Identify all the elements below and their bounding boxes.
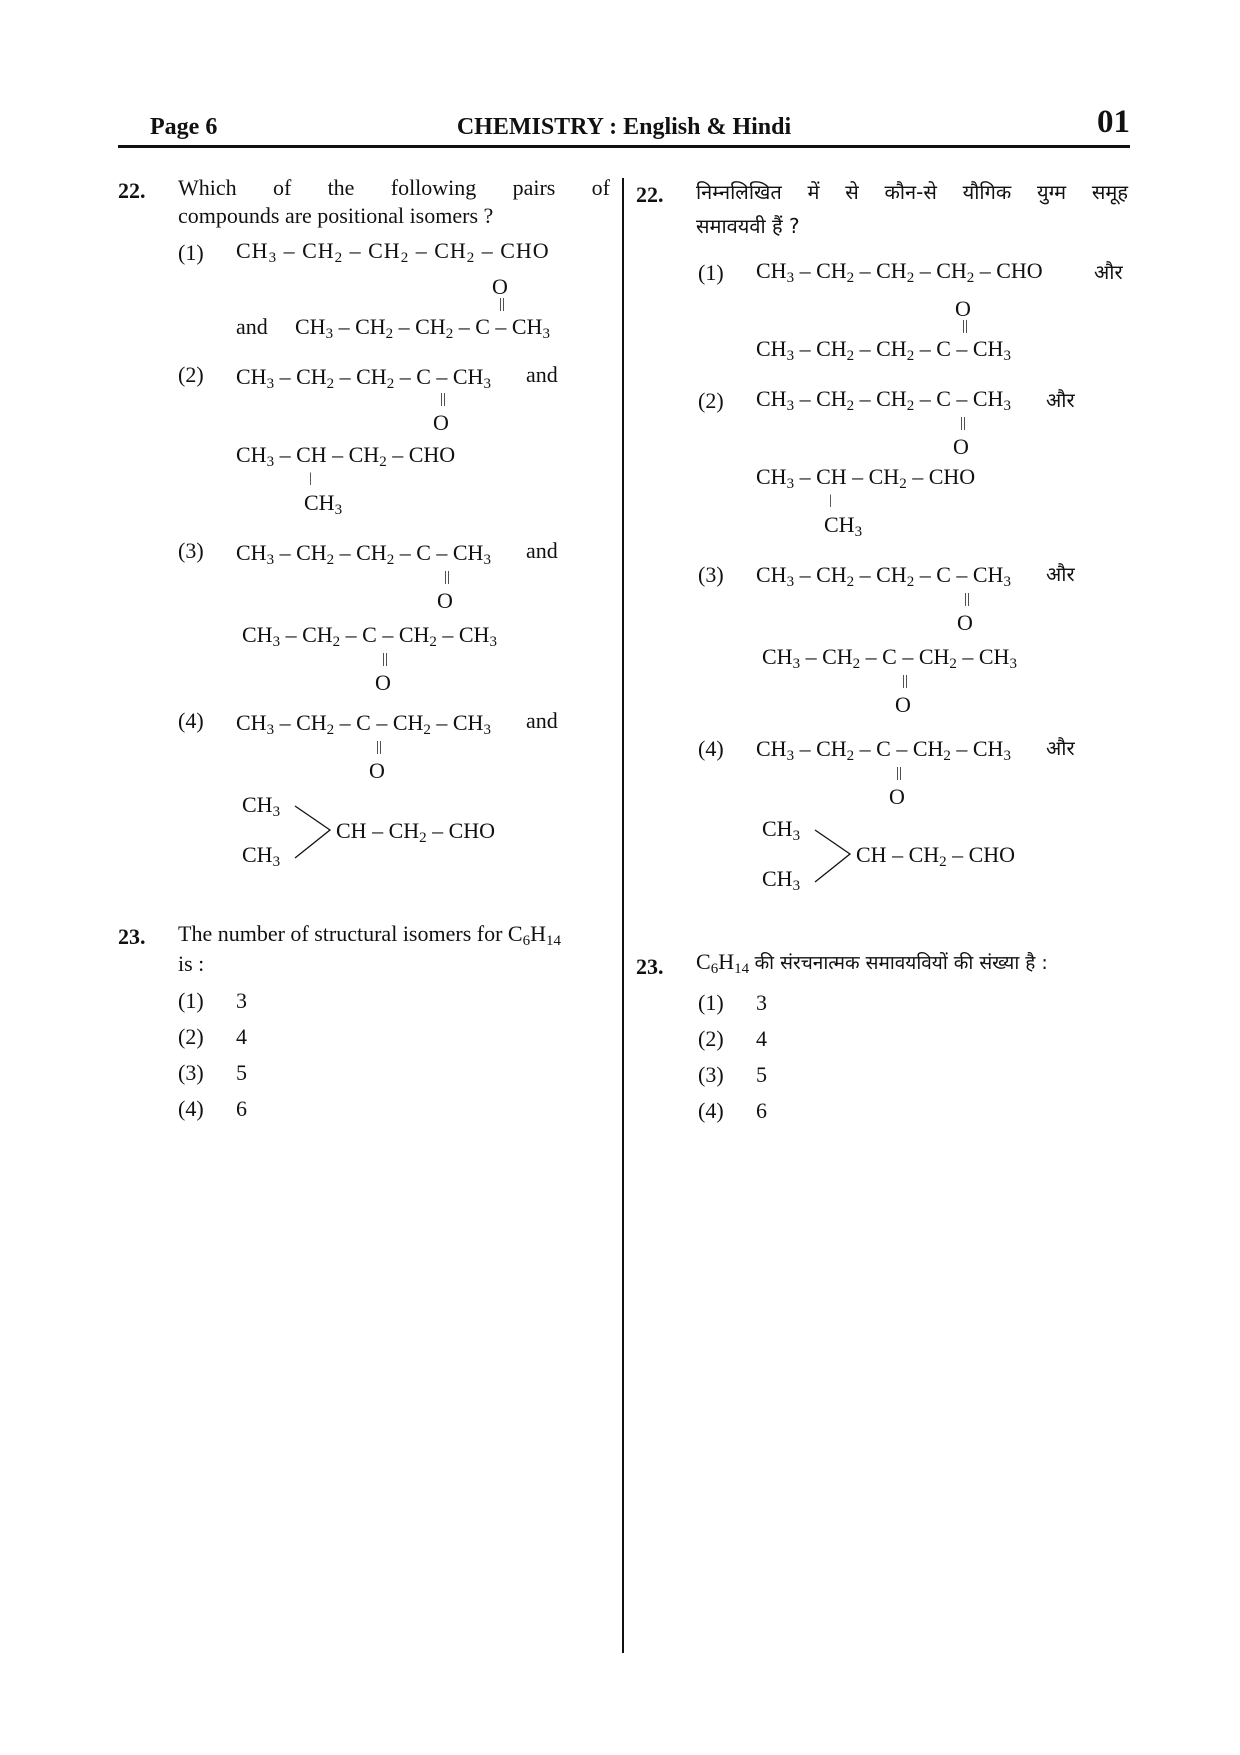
q23-option-3-value-en: 5 <box>236 1060 247 1085</box>
q23-option-2-label-hi: (2) <box>698 1026 724 1051</box>
header-rule <box>118 145 1130 148</box>
q22-opt3-double-bond-a-hi: || <box>964 591 971 607</box>
q23-option-4-value-en: 6 <box>236 1096 247 1121</box>
carbonyl-carbon: C <box>416 540 431 565</box>
q23-option-4-label-hi: (4) <box>698 1098 724 1123</box>
q22-opt1-oxygen-en: O <box>492 274 508 299</box>
q22-opt2-and-en: and <box>526 362 558 387</box>
q22-opt4-and-hi: और <box>1046 736 1075 760</box>
q23-number-hi: 23. <box>636 954 664 979</box>
q23-option-2-value-en: 4 <box>236 1024 247 1049</box>
page-title: CHEMISTRY : English & Hindi <box>456 114 792 140</box>
q22-opt4-double-bond-hi: || <box>896 765 903 781</box>
carbonyl-carbon: C <box>936 386 951 411</box>
q23-option-2-value-hi: 4 <box>756 1026 767 1051</box>
q22-opt4-branch-lines-en <box>290 800 335 870</box>
q22-number-en: 22. <box>118 178 146 203</box>
q22-opt3-oxygen-a-hi: O <box>957 610 973 635</box>
q22-opt3-ketone2-en: $CH_3 - CH_2 - CH_2$ – C – $CH_3$ <box>236 540 491 568</box>
chain-ch2: CH <box>434 238 467 263</box>
q22-opt4-oxygen-hi: O <box>889 784 905 809</box>
q22-number-hi: 22. <box>636 182 664 207</box>
q23-number-en: 23. <box>118 924 146 949</box>
paper-code: 01 <box>1097 104 1130 140</box>
q22-text-line2-en: compounds are positional isomers ? <box>178 203 494 228</box>
q22-opt4-oxygen-en: O <box>369 758 385 783</box>
carbonyl-carbon: C <box>876 736 891 761</box>
q22-opt4-methyl-top-en: $CH_3$ <box>242 792 281 820</box>
q23-text-hi: $C_6H_{14}$ की संरचनात्मक समावयवियों की संख्या है : <box>696 949 1048 977</box>
page-header <box>118 106 1130 150</box>
q22-opt2-double-bond-hi: || <box>960 415 967 431</box>
q22-opt2-double-bond-en: || <box>440 391 447 407</box>
q22-option-4-label-hi: (4) <box>698 736 724 761</box>
q22-opt2-single-bond-hi: | <box>829 493 832 508</box>
q23-option-1-label-en: (1) <box>178 988 204 1013</box>
q22-opt3-oxygen-b-hi: O <box>895 692 911 717</box>
q22-opt2-oxygen-en: O <box>433 410 449 435</box>
q22-opt4-methyl-bottom-en: $CH_3$ <box>242 842 281 870</box>
q22-opt4-aldehyde-hi: CH – $CH_2$ – CHO <box>856 842 1016 870</box>
q23-option-1-label-hi: (1) <box>698 990 724 1015</box>
q22-option-1-label-en: (1) <box>178 240 204 265</box>
q22-opt1-and-hi: और <box>1094 260 1123 284</box>
q22-opt4-methyl-top-hi: $CH_3$ <box>762 816 801 844</box>
chain-ch2: CH <box>936 258 967 283</box>
q22-opt1-oxygen-hi: O <box>955 296 971 321</box>
q22-opt2-ketone-en: $CH_3 - CH_2 - CH_2$ – C – $CH_3$ <box>236 364 491 392</box>
q22-opt3-ketone3-en: $CH_3 - CH_2$ – C – $CH_2 - CH_3$ <box>242 622 497 650</box>
q22-opt1-ketone-hi: $CH_3 - CH_2 - CH_2$ – C – $CH_3$ <box>756 336 1011 364</box>
carbonyl-carbon: C <box>936 562 951 587</box>
q22-opt3-double-bond-a-en: || <box>444 569 451 585</box>
q23-option-4-label-en: (4) <box>178 1096 204 1121</box>
q23-option-2-label-en: (2) <box>178 1024 204 1049</box>
carbonyl-carbon: C <box>936 336 951 361</box>
q22-opt1-aldehyde-en: $CH_3 - CH_2 - CH_2 - CH_2$ – CHO <box>236 238 550 266</box>
chain-ch2: CH <box>302 238 335 263</box>
q22-opt2-ketone-hi: $CH_3 - CH_2 - CH_2$ – C – $CH_3$ <box>756 386 1011 414</box>
q22-option-4-label-en: (4) <box>178 708 204 733</box>
q22-opt4-ketone3-en: $CH_3 - CH_2$ – C – $CH_2 - CH_3$ <box>236 710 491 738</box>
q22-opt2-oxygen-hi: O <box>953 434 969 459</box>
q22-opt1-double-bond-hi: || <box>962 318 969 334</box>
q22-opt1-and-en: and <box>236 314 268 339</box>
q23-text-en: The number of structural isomers for $C_6H_{14}$ <box>178 921 561 949</box>
q22-opt3-ketone2-hi: $CH_3 - CH_2 - CH_2$ – C – $CH_3$ <box>756 562 1011 590</box>
q22-opt4-ketone3-hi: $CH_3 - CH_2$ – C – $CH_2 - CH_3$ <box>756 736 1011 764</box>
chain-ch3: CH <box>236 238 269 263</box>
q22-option-1-label-hi: (1) <box>698 260 724 285</box>
q22-opt3-double-bond-b-en: || <box>382 651 389 667</box>
q23-text-tail-en: is : <box>178 951 205 976</box>
q22-opt3-double-bond-b-hi: || <box>902 673 909 689</box>
q22-text-line1-en: Which of the following pairs of <box>178 175 610 200</box>
q22-opt4-branch-lines-hi <box>810 824 855 894</box>
q22-opt3-oxygen-a-en: O <box>437 588 453 613</box>
q22-opt4-and-en: and <box>526 708 558 733</box>
carbonyl-carbon: C <box>362 622 377 647</box>
chain-cho: CHO <box>996 258 1043 283</box>
branch-ch: CH <box>296 442 327 467</box>
q22-opt1-aldehyde-hi: $CH_3 - CH_2 - CH_2 - CH_2$ – CHO <box>756 258 1043 286</box>
q22-opt4-methyl-bottom-hi: $CH_3$ <box>762 866 801 894</box>
carbonyl-carbon: C <box>475 314 490 339</box>
q22-option-3-label-hi: (3) <box>698 562 724 587</box>
q22-opt2-methyl-hi: $CH_3$ <box>824 512 863 540</box>
q22-opt3-oxygen-b-en: O <box>375 670 391 695</box>
chain-ch2: CH <box>876 258 907 283</box>
chain-ch3: CH <box>756 258 787 283</box>
q22-option-2-label-hi: (2) <box>698 388 724 413</box>
q22-opt4-aldehyde-en: CH – $CH_2$ – CHO <box>336 818 496 846</box>
q23-option-3-label-hi: (3) <box>698 1062 724 1087</box>
carbonyl-carbon: C <box>882 644 897 669</box>
q22-opt2-methyl-en: $CH_3$ <box>304 490 343 518</box>
column-divider <box>622 178 624 1653</box>
q22-opt4-double-bond-en: || <box>376 739 383 755</box>
q22-text-line2-hi: समावयवी हैं ? <box>696 214 800 238</box>
q23-option-1-value-hi: 3 <box>756 990 767 1015</box>
q22-opt2-and-hi: और <box>1046 388 1075 412</box>
q23-option-3-value-hi: 5 <box>756 1062 767 1087</box>
q23-option-4-value-hi: 6 <box>756 1098 767 1123</box>
q22-opt2-branched-hi: $CH_3$ – CH – $CH_2$ – CHO <box>756 464 976 492</box>
page-number: Page 6 <box>150 114 218 140</box>
q22-option-3-label-en: (3) <box>178 538 204 563</box>
q23-option-3-label-en: (3) <box>178 1060 204 1085</box>
q22-opt3-and-en: and <box>526 538 558 563</box>
q22-text-line1-hi: निम्नलिखित में से कौन-से यौगिक युग्म समूह <box>696 180 1128 204</box>
q22-option-2-label-en: (2) <box>178 362 204 387</box>
q22-opt1-ketone-en: $CH_3 - CH_2 - CH_2$ – C – $CH_3$ <box>295 314 550 342</box>
q22-opt1-double-bond-en: || <box>499 296 506 312</box>
q22-opt3-and-hi: और <box>1046 562 1075 586</box>
chain-ch2: CH <box>368 238 401 263</box>
q22-opt2-single-bond-en: | <box>309 471 312 486</box>
q22-opt2-branched-en: $CH_3$ – CH – $CH_2$ – CHO <box>236 442 456 470</box>
q22-opt3-ketone3-hi: $CH_3 - CH_2$ – C – $CH_2 - CH_3$ <box>762 644 1017 672</box>
carbonyl-carbon: C <box>356 710 371 735</box>
q23-option-1-value-en: 3 <box>236 988 247 1013</box>
carbonyl-carbon: C <box>416 364 431 389</box>
chain-ch2: CH <box>816 258 847 283</box>
branch-ch: CH <box>816 464 847 489</box>
chain-cho: CHO <box>500 238 550 263</box>
